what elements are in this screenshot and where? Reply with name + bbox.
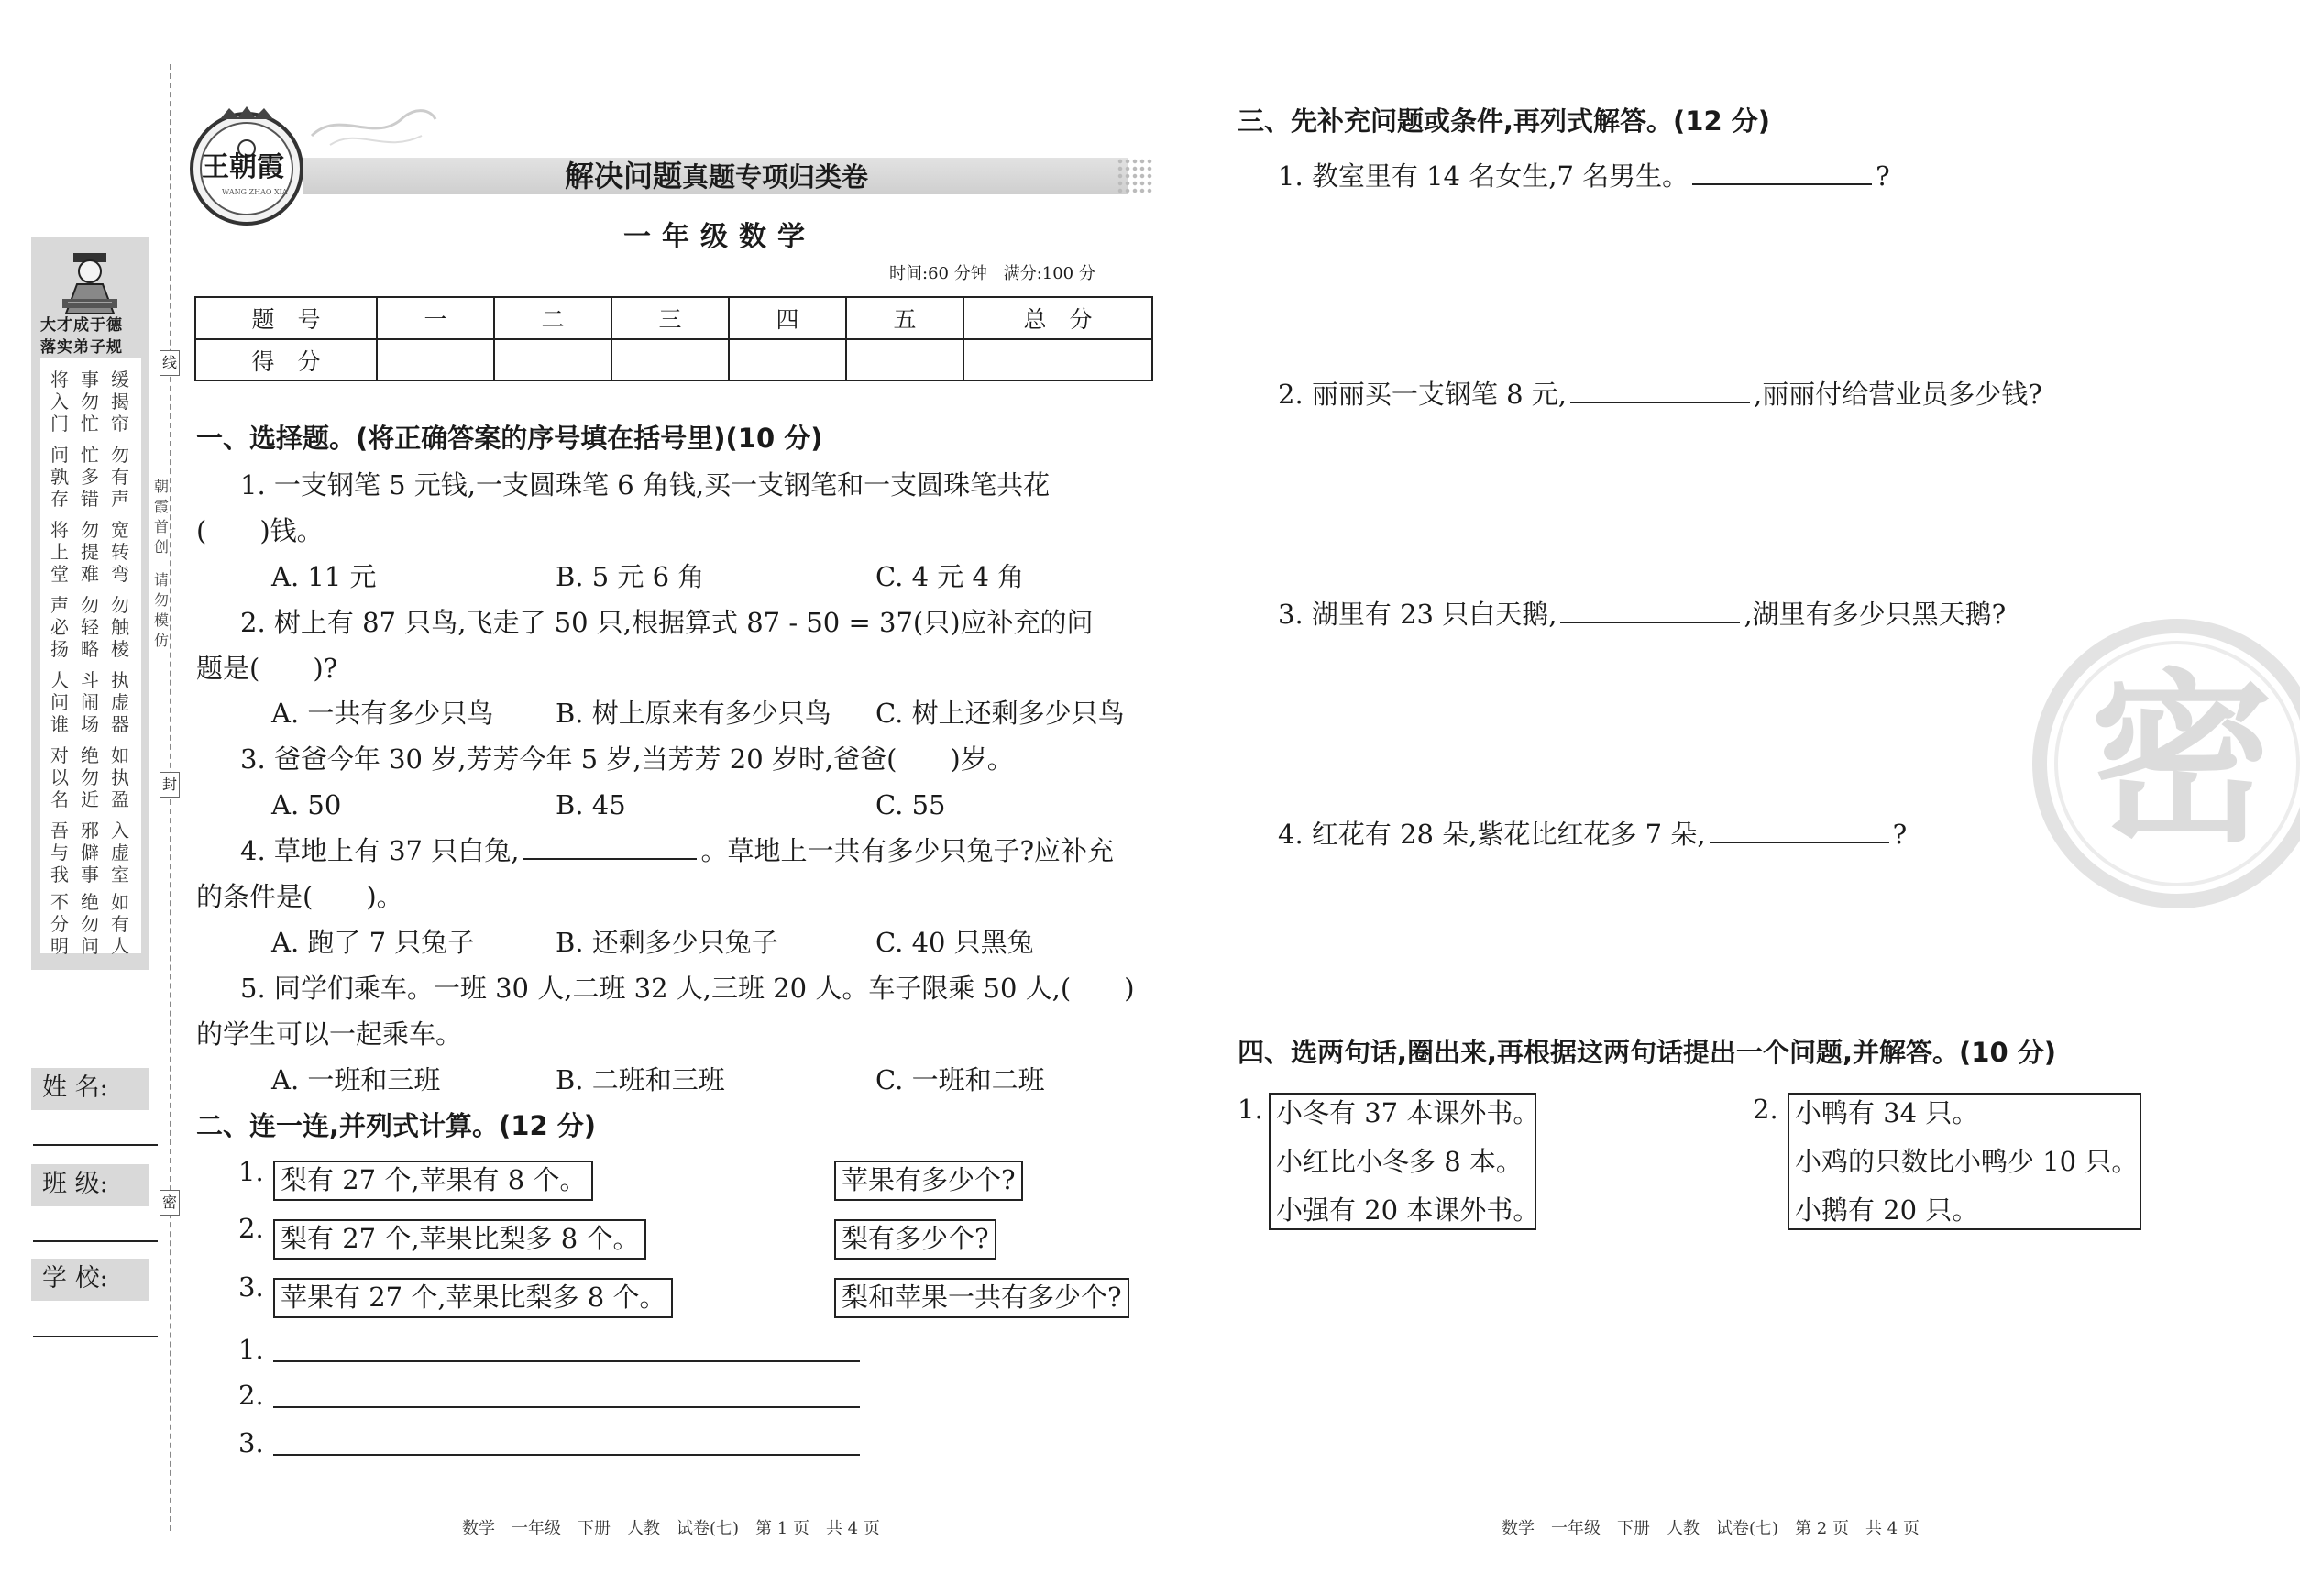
s3-q1-blank[interactable] (1692, 183, 1872, 185)
q5-option-a[interactable]: A. 一班和三班 (271, 1064, 441, 1095)
q4-line1 (240, 835, 1115, 866)
q4-blank[interactable] (523, 858, 697, 860)
page-subtitle: 一年级数学 (623, 221, 816, 253)
poem-col: 如执盈 (111, 744, 129, 810)
logo-text: 王朝霞 (202, 151, 284, 183)
match-num-2: 2. (238, 1213, 264, 1244)
poem-col: 绝勿问 (81, 891, 99, 957)
score-cell: 一 (377, 297, 494, 339)
answer-num-2: 2. (238, 1380, 264, 1411)
score-cell: 四 (729, 297, 846, 339)
footer-left: 数学 一年级 下册 人教 试卷(七) 第 1 页 共 4 页 (462, 1519, 880, 1538)
binding-mark-xian: 线 (160, 350, 180, 376)
binding-mark-mi: 密 (160, 1190, 180, 1216)
section3-heading: 三、先补充问题或条件,再列式解答。(12 分) (1238, 105, 1770, 137)
side-note-1: 朝霞首创 (153, 478, 169, 556)
s4-group2-num: 2. (1753, 1094, 1778, 1125)
match-left-box-3[interactable]: 苹果有 27 个,苹果比梨多 8 个。 (273, 1278, 673, 1318)
answer-line-3[interactable] (273, 1454, 860, 1456)
match-left-box-1[interactable]: 梨有 27 个,苹果有 8 个。 (273, 1161, 593, 1201)
poem-col: 邪僻事 (81, 820, 99, 886)
s3-q2-text: 2. 丽丽买一支钢笔 8 元, (1278, 379, 1567, 410)
q1-option-b[interactable]: B. 5 元 6 角 (556, 561, 705, 592)
class-label: 班 级: (42, 1170, 108, 1198)
q2-line1: 2. 树上有 87 只鸟,飞走了 50 只,根据算式 87 - 50 = 37(只)应补充的问 (240, 607, 1094, 638)
answer-num-3: 3. (238, 1427, 264, 1458)
school-input-line[interactable] (33, 1336, 158, 1337)
title-main (565, 161, 868, 191)
poem-col: 执虚器 (111, 669, 129, 735)
score-cell: 五 (846, 297, 963, 339)
school-label: 学 校: (42, 1264, 108, 1293)
s4-g2-sentence-2[interactable]: 小鸡的只数比小鸭少 10 只。 (1795, 1146, 2139, 1177)
footer-right: 数学 一年级 下册 人教 试卷(七) 第 2 页 共 4 页 (1502, 1519, 1920, 1538)
poem-col: 事勿忙 (81, 369, 99, 435)
score-cell: 三 (611, 297, 729, 339)
title-rest: 真题专项归类卷 (682, 161, 869, 193)
answer-num-1: 1. (238, 1334, 264, 1365)
q4-option-c[interactable]: C. 40 只黑兔 (875, 927, 1034, 958)
motto-line-2: 落实弟子规 (40, 338, 123, 357)
q5-option-b[interactable]: B. 二班和三班 (556, 1064, 725, 1095)
score-input-cell[interactable] (377, 339, 494, 380)
name-input-line[interactable] (33, 1144, 158, 1146)
q4-line2: 的条件是( )。 (196, 881, 403, 912)
match-left-box-2[interactable]: 梨有 27 个,苹果比梨多 8 个。 (273, 1219, 646, 1260)
q3-option-a[interactable]: A. 50 (271, 789, 342, 820)
motto-line-1: 大才成于德 (40, 316, 123, 335)
q2-option-a[interactable]: A. 一共有多少只鸟 (271, 698, 494, 729)
match-num-3: 3. (238, 1271, 264, 1303)
poem-col: 斗闹场 (81, 669, 99, 735)
q1-option-a[interactable]: A. 11 元 (271, 561, 377, 592)
q5-option-c[interactable]: C. 一班和二班 (875, 1064, 1045, 1095)
s3-q1 (1278, 160, 1890, 192)
q4-text-a: 4. 草地上有 37 只白兔, (240, 835, 520, 866)
match-right-box-2[interactable]: 梨有多少个? (834, 1219, 996, 1260)
q2-line2: 题是( )? (196, 653, 338, 684)
answer-line-1[interactable] (273, 1360, 860, 1362)
s3-q3 (1278, 601, 2006, 628)
q2-option-b[interactable]: B. 树上原来有多少只鸟 (556, 698, 831, 729)
q4-option-a[interactable]: A. 跑了 7 只兔子 (271, 927, 475, 958)
binding-dashed-line (170, 64, 171, 1531)
s3-q4-blank[interactable] (1710, 842, 1889, 843)
poem-col: 勿提难 (81, 519, 99, 585)
logo-sub: WANG ZHAO XIA (222, 188, 288, 196)
section1-heading: 一、选择题。(将正确答案的序号填在括号里)(10 分) (196, 423, 823, 454)
s3-q4-text: 4. 红花有 28 朵,紫花比红花多 7 朵, (1278, 819, 1706, 850)
q1-line2: ( )钱。 (196, 515, 324, 546)
score-cell: 二 (494, 297, 611, 339)
title-band-dots (1117, 158, 1153, 194)
match-num-1: 1. (238, 1156, 264, 1187)
s4-g2-sentence-3[interactable]: 小鹅有 20 只。 (1795, 1194, 1979, 1226)
class-input-line[interactable] (33, 1240, 158, 1242)
q5-line1: 5. 同学们乘车。一班 30 人,二班 32 人,三班 20 人。车子限乘 50 人,( ) (240, 973, 1135, 1004)
brand-logo (183, 103, 310, 229)
poem-col: 勿有声 (111, 444, 129, 510)
s3-q2-blank[interactable] (1570, 402, 1750, 403)
exam-meta: 时间:60 分钟 满分:100 分 (889, 264, 1095, 283)
poem-col: 勿轻略 (81, 594, 99, 660)
side-note-2: 请勿模仿 (153, 571, 169, 649)
scholar-figure-icon (53, 248, 127, 321)
poem-col: 吾与我 (50, 820, 69, 886)
poem-col: 勿触棱 (111, 594, 129, 660)
s3-q4 (1278, 821, 1907, 848)
score-input-cell[interactable] (729, 339, 846, 380)
poem-col: 声必扬 (50, 594, 69, 660)
q3-option-c[interactable]: C. 55 (875, 789, 946, 820)
poem-col: 将上堂 (50, 519, 69, 585)
s3-q2 (1278, 381, 2042, 408)
q1-line1: 1. 一支钢笔 5 元钱,一支圆珠笔 6 角钱,买一支钢笔和一支圆珠笔共花 (240, 469, 1051, 501)
poem-col: 对以名 (50, 744, 69, 810)
binding-mark-feng: 封 (160, 772, 180, 798)
watermark-char: 密 (2090, 654, 2274, 867)
ribbon-decoration (303, 99, 440, 154)
s3-q1-end: ? (1876, 160, 1890, 192)
poem-col: 如有人 (111, 891, 129, 957)
q4-text-b: 。草地上一共有多少只兔子?应补充 (700, 835, 1115, 866)
section4-heading: 四、选两句话,圈出来,再根据这两句话提出一个问题,并解答。(10 分) (1238, 1037, 2057, 1068)
s3-q3-end: ,湖里有多少只黑天鹅? (1744, 599, 2007, 630)
score-cell: 总 分 (963, 297, 1152, 339)
poem-col: 缓揭帘 (111, 369, 129, 435)
poem-col: 绝勿近 (81, 744, 99, 810)
s4-g1-sentence-3[interactable]: 小强有 20 本课外书。 (1276, 1194, 1540, 1226)
s4-g1-sentence-1[interactable]: 小冬有 37 本课外书。 (1276, 1097, 1540, 1128)
s4-group1-num: 1. (1238, 1094, 1263, 1125)
score-table-score-row (195, 339, 1152, 380)
title-bold: 解决问题 (565, 159, 683, 193)
poem-col: 宽转弯 (111, 519, 129, 585)
s3-q3-text: 3. 湖里有 23 只白天鹅, (1278, 599, 1557, 630)
answer-line-2[interactable] (273, 1406, 860, 1408)
score-input-cell[interactable] (494, 339, 611, 380)
q1-option-c[interactable]: C. 4 元 4 角 (875, 561, 1025, 592)
score-input-cell[interactable] (963, 339, 1152, 380)
s3-q1-text: 1. 教室里有 14 名女生,7 名男生。 (1278, 160, 1689, 192)
s3-q4-end: ? (1892, 819, 1908, 850)
poem-col: 将入门 (50, 369, 69, 435)
match-right-box-1[interactable]: 苹果有多少个? (834, 1161, 1023, 1201)
score-cell: 得 分 (195, 339, 377, 380)
watermark-seal (2026, 612, 2300, 915)
score-input-cell[interactable] (846, 339, 963, 380)
s4-g2-sentence-1[interactable]: 小鸭有 34 只。 (1795, 1097, 1979, 1128)
score-table (194, 296, 1153, 381)
q2-option-c[interactable]: C. 树上还剩多少只鸟 (875, 698, 1125, 729)
s3-q2-end: ,丽丽付给营业员多少钱? (1754, 379, 2042, 410)
q3-option-b[interactable]: B. 45 (556, 789, 626, 820)
poem-col: 问孰存 (50, 444, 69, 510)
poem-col: 人问谁 (50, 669, 69, 735)
score-input-cell[interactable] (611, 339, 729, 380)
q5-line2: 的学生可以一起乘车。 (196, 1018, 463, 1050)
score-table-header-row (195, 297, 1152, 339)
q3-line1: 3. 爸爸今年 30 岁,芳芳今年 5 岁,当芳芳 20 岁时,爸爸( )岁。 (240, 743, 1014, 775)
q4-option-b[interactable]: B. 还剩多少只兔子 (556, 927, 778, 958)
s4-g1-sentence-2[interactable]: 小红比小冬多 8 本。 (1276, 1146, 1523, 1177)
poem-col: 不分明 (50, 891, 69, 957)
poem-col: 忙多错 (81, 444, 99, 510)
s3-q3-blank[interactable] (1560, 622, 1740, 623)
name-label: 姓 名: (42, 1073, 108, 1102)
section2-heading: 二、连一连,并列式计算。(12 分) (196, 1110, 596, 1141)
match-right-box-3[interactable]: 梨和苹果一共有多少个? (834, 1278, 1129, 1318)
poem-col: 入虚室 (111, 820, 129, 886)
score-cell: 题 号 (195, 297, 377, 339)
